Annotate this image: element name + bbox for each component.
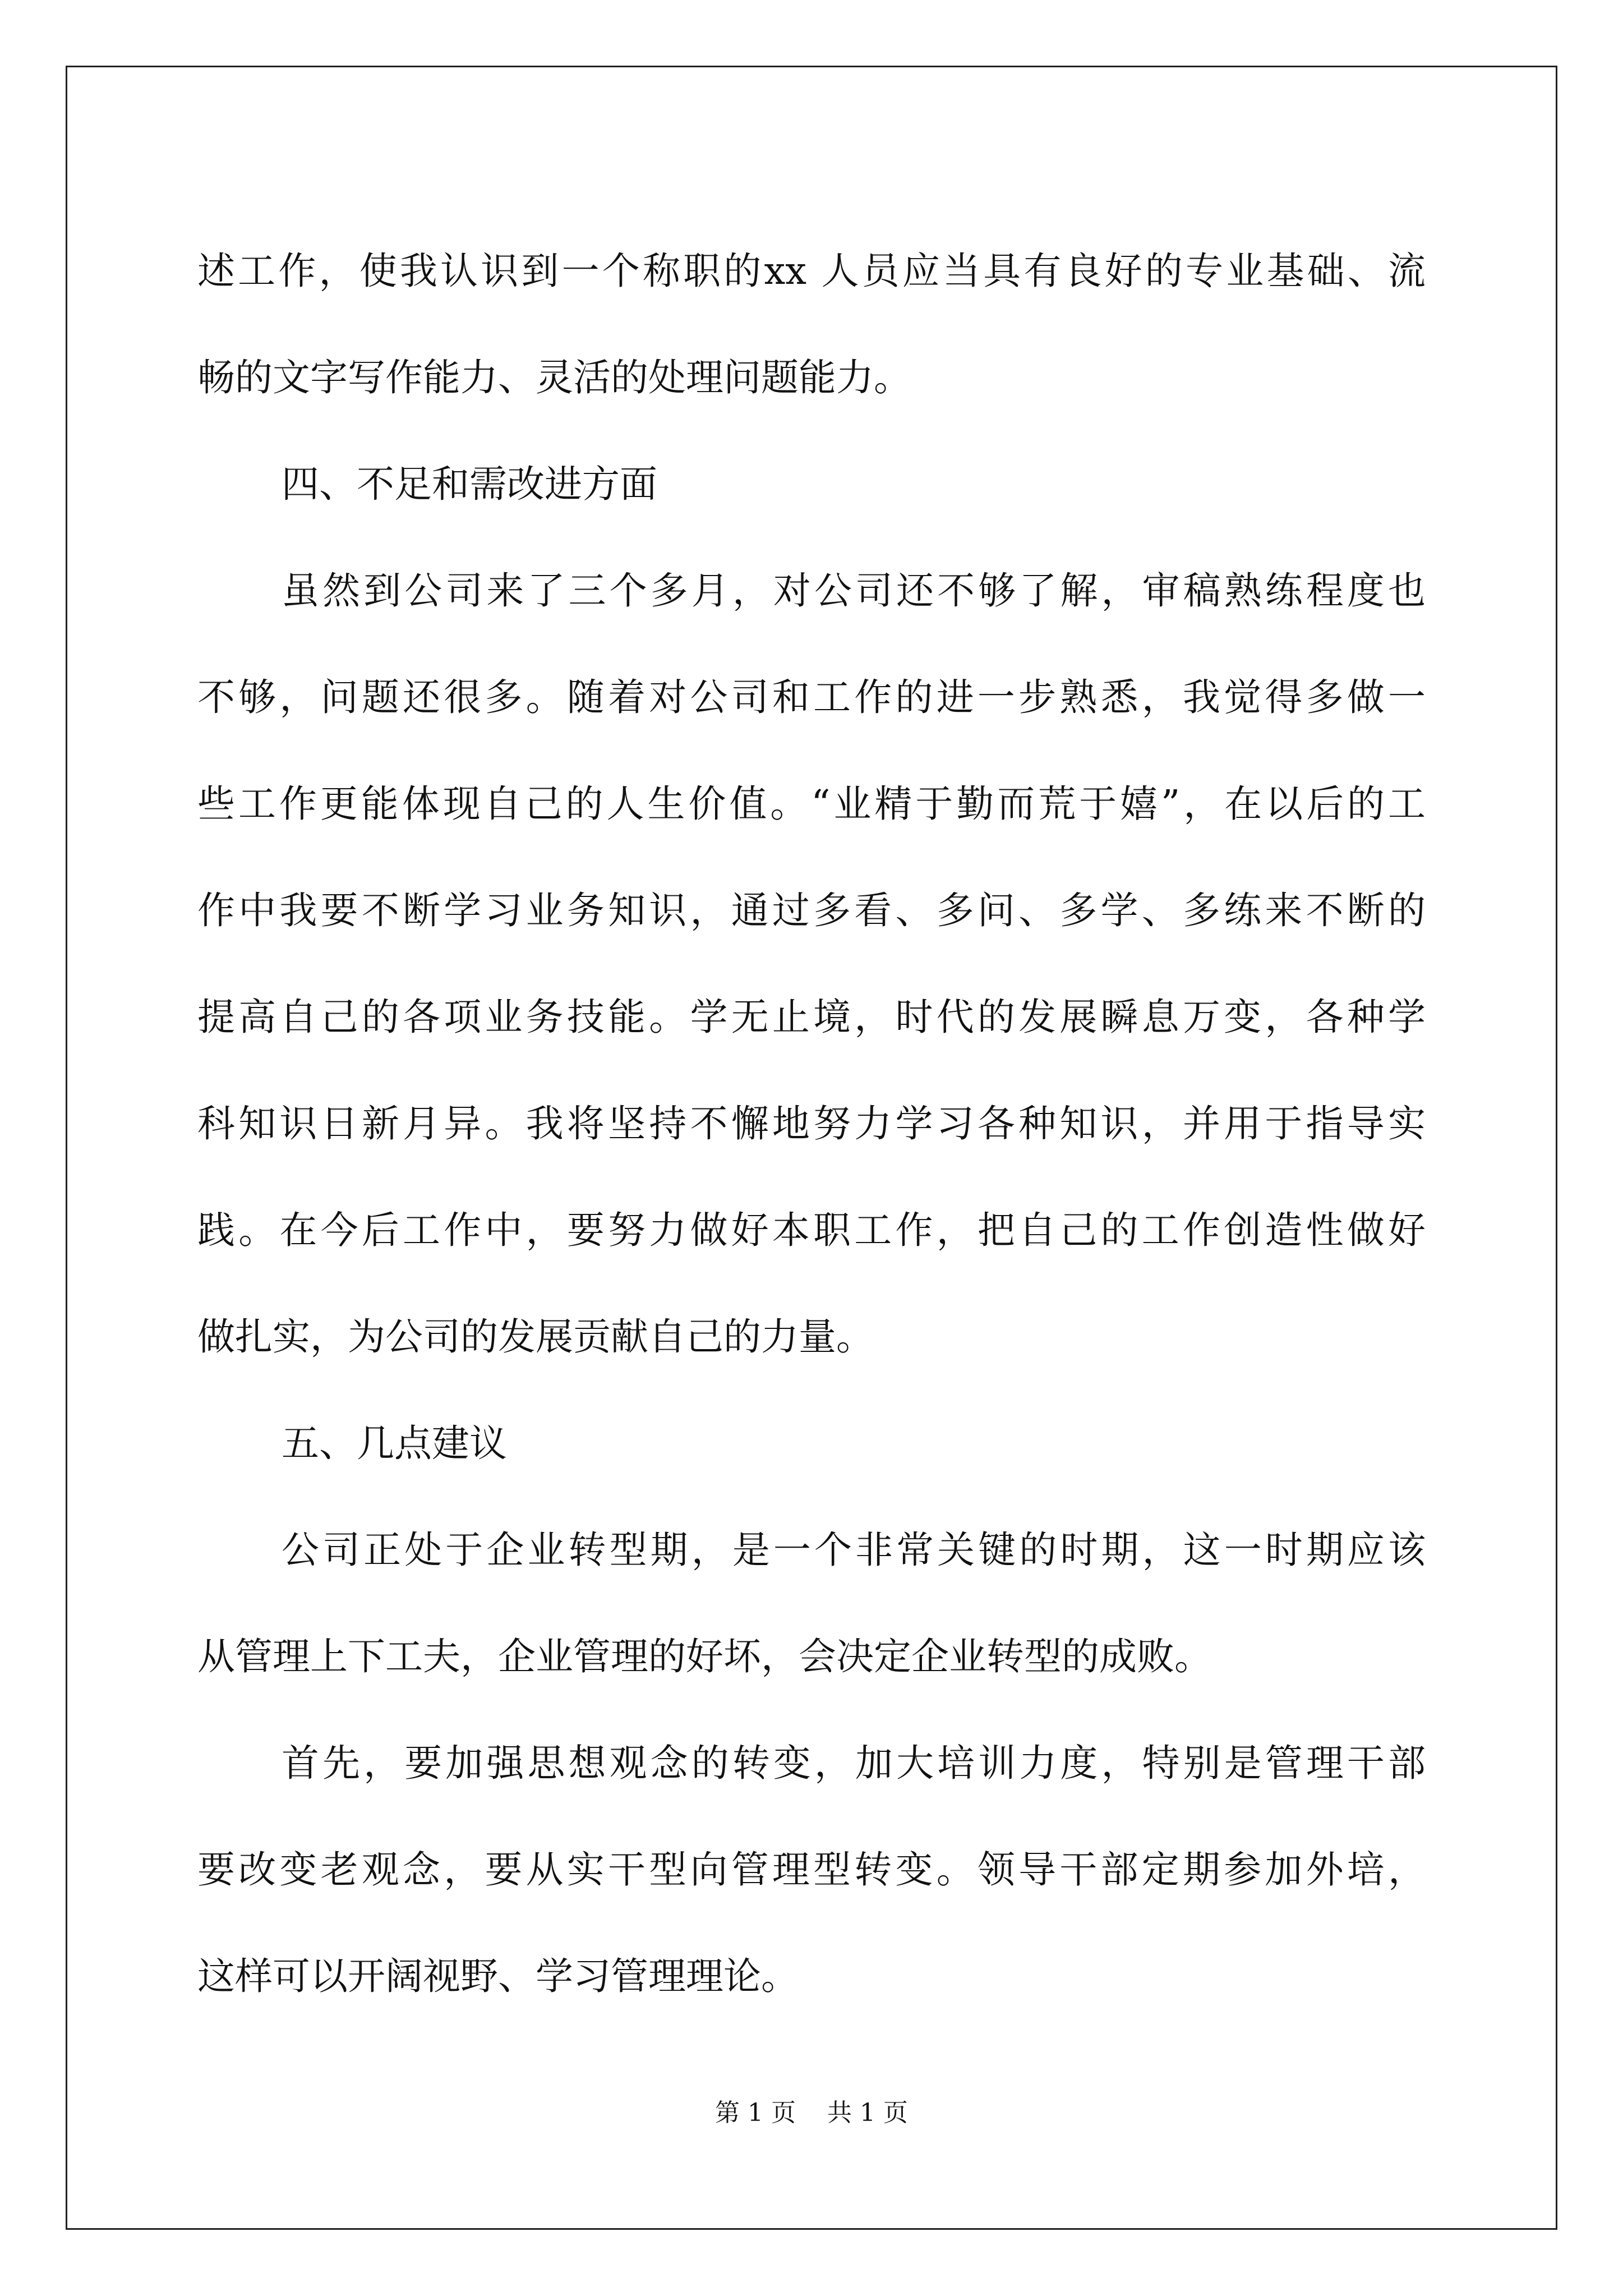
- text-line: 作中我要不断学习业务知识，通过多看、多问、多学、多练来不断的: [197, 889, 1426, 932]
- text-line: 做扎实，为公司的发展贡献自己的力量。: [197, 1315, 874, 1359]
- text-line: 些工作更能体现自己的人生价值。“业精于勤而荒于嬉”，在以后的工: [197, 782, 1426, 826]
- text-line: 践。在今后工作中，要努力做好本职工作，把自己的工作创造性做好: [197, 1208, 1426, 1252]
- text-line: 畅的文字写作能力、灵活的处理问题能力。: [197, 356, 911, 399]
- text-line: 虽然到公司来了三个多月，对公司还不够了解，审稿熟练程度也: [282, 569, 1426, 613]
- text-line: 不够，问题还很多。随着对公司和工作的进一步熟悉，我觉得多做一: [197, 675, 1426, 719]
- text-line: 从管理上下工夫，企业管理的好坏，会决定企业转型的成败。: [197, 1635, 1212, 1678]
- text-line: 提高自己的各项业务技能。学无止境，时代的发展瞬息万变，各种学: [197, 995, 1426, 1039]
- text-line: 公司正处于企业转型期，是一个非常关键的时期，这一时期应该: [282, 1528, 1426, 1572]
- text-line: 这样可以开阔视野、学习管理理论。: [197, 1954, 799, 1998]
- text-line: 要改变老观念，要从实干型向管理型转变。领导干部定期参加外培，: [197, 1848, 1426, 1892]
- text-line: 科知识日新月异。我将坚持不懈地努力学习各种知识，并用于指导实: [197, 1102, 1426, 1145]
- document-body: [197, 218, 1426, 2030]
- text-line: 述工作，使我认识到一个称职的xx 人员应当具有良好的专业基础、流: [197, 249, 1426, 293]
- text-line: 五、几点建议: [282, 1421, 507, 1465]
- text-line: 首先，要加强思想观念的转变，加大培训力度，特别是管理干部: [282, 1741, 1426, 1785]
- text-line: 四、不足和需改进方面: [282, 462, 657, 506]
- page-footer: 第 1 页 共 1 页: [715, 2099, 908, 2127]
